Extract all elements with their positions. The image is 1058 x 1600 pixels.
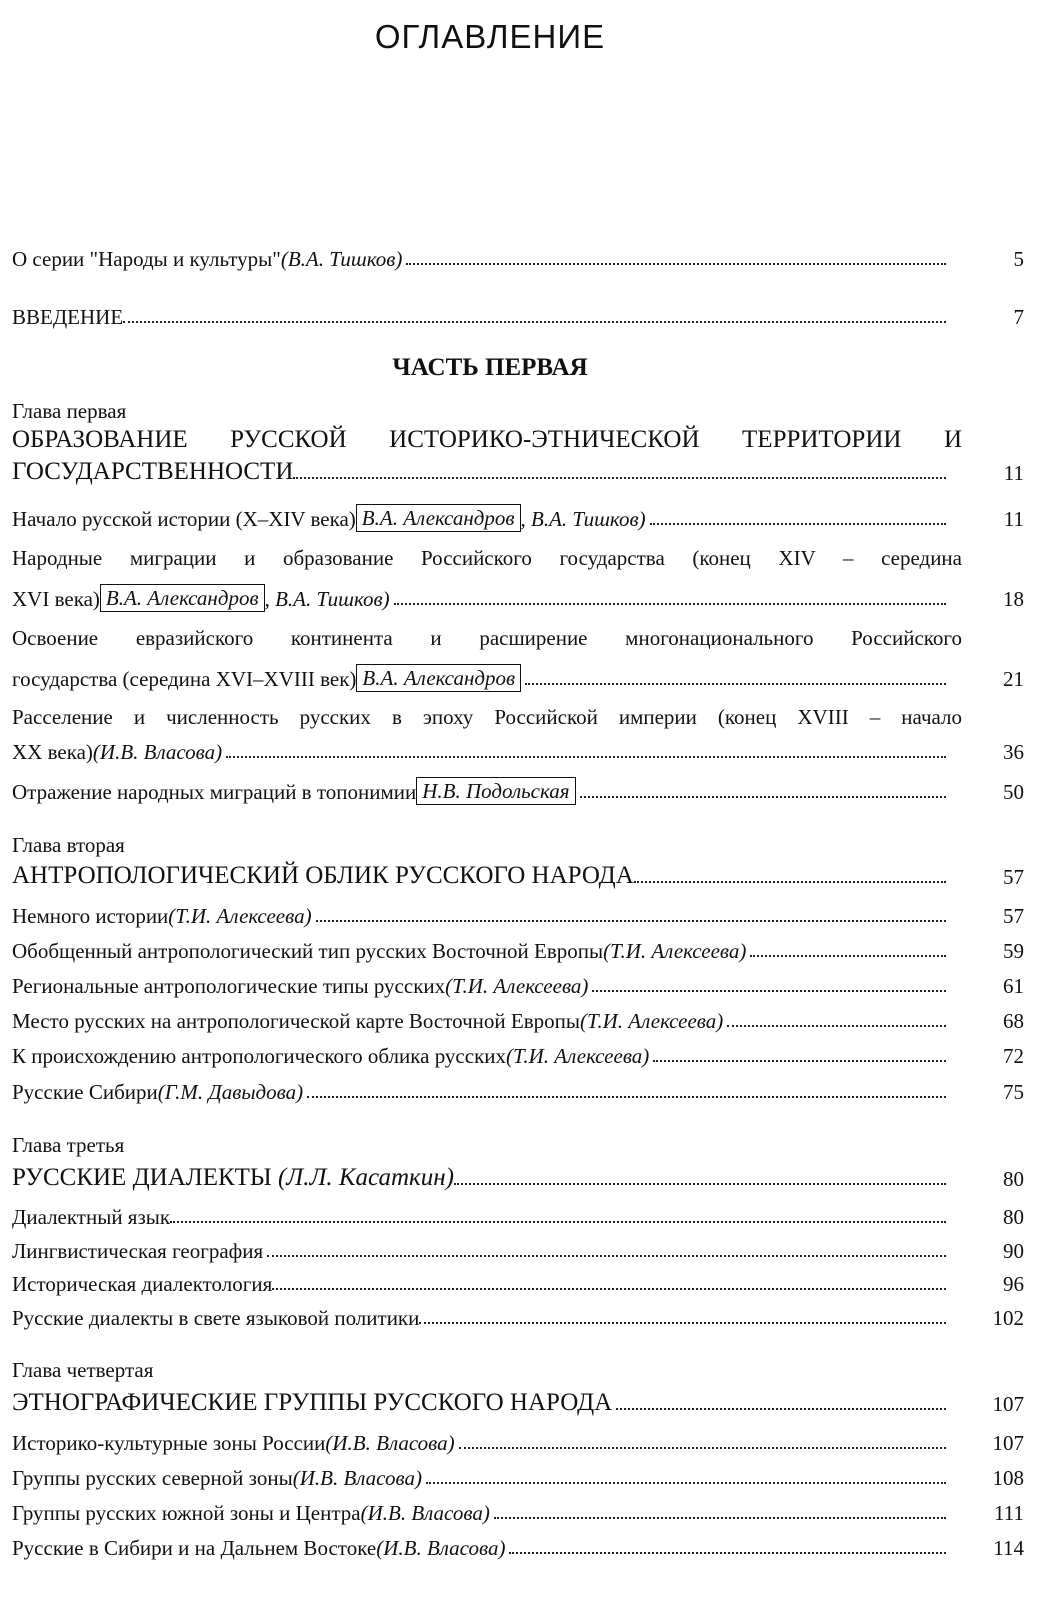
- dot-leader: [267, 1255, 946, 1257]
- dot-leader: [750, 955, 946, 957]
- entry-author: (И.В. Власова): [92, 740, 223, 764]
- toc-chapter-1[interactable]: [12, 452, 1024, 486]
- toc-entry[interactable]: [12, 1071, 1024, 1105]
- toc-chapter-2[interactable]: [12, 856, 1024, 890]
- page-number: 21: [1003, 667, 1024, 691]
- entry-text: Русские Сибири: [12, 1080, 158, 1104]
- entry-author: (В.А. Тишков): [280, 247, 403, 271]
- entry-author: (Т.И. Алексеева): [445, 974, 589, 998]
- chapter-title-end: ГОСУДАРСТВЕННОСТИ: [12, 458, 294, 485]
- toc-chapter-3[interactable]: [12, 1158, 1024, 1192]
- toc-entry[interactable]: [12, 1527, 1024, 1561]
- entry-author: (И.В. Власова): [360, 1501, 490, 1525]
- entry-author: (Т.И. Алексеева): [603, 939, 747, 963]
- entry-text: ВВЕДЕНИЕ: [12, 305, 124, 329]
- dot-leader: [394, 603, 946, 605]
- dot-leader: [509, 1552, 946, 1554]
- entry-text: О серии "Народы и культуры": [12, 247, 281, 271]
- toc-entry[interactable]: [12, 1196, 1024, 1230]
- entry-author: , В.А. Тишков): [520, 507, 646, 531]
- chapter-title: РУССКИЕ ДИАЛЕКТЫ: [12, 1164, 278, 1191]
- page-number: 57: [1003, 904, 1024, 928]
- boxed-author: В.А. Александров: [100, 584, 265, 612]
- entry-text: К происхождению антропологического облика русских: [12, 1044, 507, 1068]
- page-number: 68: [1003, 1009, 1024, 1033]
- toc-entry[interactable]: [12, 1422, 1024, 1456]
- entry-text-line: Народные миграции и образование Российского государства (конец XIV – середина: [12, 546, 962, 570]
- dot-leader: [426, 1482, 946, 1484]
- entry-text: Отражение народных миграций в топонимии: [12, 780, 417, 804]
- toc-entry[interactable]: [12, 731, 1024, 765]
- entry-text: Лингвистическая география: [12, 1239, 264, 1263]
- dot-leader: [494, 1517, 946, 1519]
- entry-text-line: Освоение евразийского континента и расширение многонационального Российского: [12, 626, 962, 650]
- dot-leader: [293, 477, 946, 479]
- dot-leader: [226, 756, 946, 758]
- entry-author: (Т.И. Алексеева): [579, 1009, 724, 1033]
- entry-text: Русские в Сибири и на Дальнем Востоке: [12, 1536, 377, 1560]
- chapter-title: ОБРАЗОВАНИЕ РУССКОЙ ИСТОРИКО-ЭТНИЧЕСКОЙ ТЕРРИТОРИИ И: [12, 426, 962, 453]
- dot-leader: [454, 1183, 946, 1185]
- dot-leader: [650, 523, 946, 525]
- entry-text: Обобщенный антропологический тип русских Восточной Европы: [12, 939, 604, 963]
- page-number: 11: [1003, 461, 1024, 485]
- page-number: 107: [992, 1392, 1024, 1416]
- page-number: 102: [992, 1306, 1024, 1330]
- entry-text: Историческая диалектология: [12, 1272, 273, 1296]
- chapter-title: ЭТНОГРАФИЧЕСКИЕ ГРУППЫ РУССКОГО НАРОДА: [12, 1389, 613, 1416]
- page-number: 5: [1013, 247, 1024, 271]
- entry-author: (Т.И. Алексеева): [506, 1044, 650, 1068]
- toc-entry[interactable]: [12, 930, 1024, 964]
- entry-text: Немного истории: [12, 904, 169, 928]
- toc-entry[interactable]: [12, 1263, 1024, 1297]
- entry-text: XVI века): [12, 587, 100, 611]
- toc-entry[interactable]: [12, 1230, 1024, 1264]
- dot-leader: [406, 263, 946, 265]
- toc-entry[interactable]: [12, 1000, 1024, 1034]
- part-title: ЧАСТЬ ПЕРВАЯ: [392, 354, 588, 381]
- dot-leader: [634, 881, 946, 883]
- page-number: 36: [1003, 740, 1024, 764]
- chapter-title: АНТРОПОЛОГИЧЕСКИЙ ОБЛИК РУССКОГО НАРОДА: [12, 862, 634, 889]
- toc-entry-introduction[interactable]: [12, 296, 1024, 330]
- entry-text: Место русских на антропологической карте Восточной Европы: [12, 1009, 580, 1033]
- page-number: 90: [1003, 1239, 1024, 1263]
- dot-leader: [727, 1025, 946, 1027]
- toc-entry[interactable]: [12, 771, 1024, 805]
- entry-text: Историко-культурные зоны России: [12, 1431, 326, 1455]
- toc-entry[interactable]: [12, 1035, 1024, 1069]
- dot-leader: [272, 1288, 946, 1290]
- page-number: 108: [992, 1466, 1024, 1490]
- page-number: 80: [1003, 1205, 1024, 1229]
- dot-leader: [592, 990, 946, 992]
- toc-entry[interactable]: [12, 1492, 1024, 1526]
- toc-entry[interactable]: [12, 895, 1024, 929]
- entry-author: (И.В. Власова): [376, 1536, 506, 1560]
- entry-author: (Г.М. Давыдова): [157, 1080, 304, 1104]
- page-number: 59: [1003, 939, 1024, 963]
- chapter-label: Глава четвертая: [12, 1358, 154, 1382]
- dot-leader: [170, 1221, 946, 1223]
- page-number: 75: [1003, 1080, 1024, 1104]
- chapter-label: Глава вторая: [12, 833, 125, 857]
- page-number: 61: [1003, 974, 1024, 998]
- page-number: 57: [1003, 865, 1024, 889]
- page-number: 11: [1003, 507, 1024, 531]
- page-number: 96: [1003, 1272, 1024, 1296]
- toc-entry[interactable]: [12, 1457, 1024, 1491]
- dot-leader: [580, 796, 946, 798]
- page-number: 7: [1013, 305, 1024, 329]
- boxed-author: Н.В. Подольская: [416, 777, 575, 805]
- dot-leader: [616, 1408, 946, 1410]
- page-number: 72: [1003, 1044, 1024, 1068]
- entry-text: Русские диалекты в свете языковой политики: [12, 1306, 420, 1330]
- entry-author: , В.А. Тишков): [264, 587, 390, 611]
- page-number: 18: [1003, 587, 1024, 611]
- chapter-author: (Л.Л. Касаткин): [277, 1164, 454, 1191]
- chapter-label: Глава третья: [12, 1133, 125, 1157]
- entry-text: Начало русской истории (X–XIV века): [12, 507, 356, 531]
- toc-entry[interactable]: [12, 1297, 1024, 1331]
- entry-author: (И.В. Власова): [292, 1466, 422, 1490]
- page-title: ОГЛАВЛЕНИЕ: [374, 18, 606, 55]
- page-number: 107: [992, 1431, 1024, 1455]
- toc-entry-series[interactable]: [12, 238, 1024, 272]
- page-number: 50: [1003, 780, 1024, 804]
- entry-text: Региональные антропологические типы русских: [12, 974, 446, 998]
- page-number: 114: [993, 1536, 1024, 1560]
- entry-text: Группы русских южной зоны и Центра: [12, 1501, 361, 1525]
- toc-entry[interactable]: [12, 578, 1024, 612]
- dot-leader: [316, 920, 946, 922]
- entry-text: XX века): [12, 740, 93, 764]
- toc-entry[interactable]: [12, 498, 1024, 532]
- boxed-author: В.А. Александров: [356, 504, 521, 532]
- toc-entry[interactable]: [12, 658, 1024, 692]
- dot-leader: [123, 321, 946, 323]
- toc-chapter-4[interactable]: [12, 1383, 1024, 1417]
- entry-author: (И.В. Власова): [325, 1431, 455, 1455]
- dot-leader: [459, 1447, 946, 1449]
- dot-leader: [653, 1060, 946, 1062]
- page-number: 80: [1003, 1167, 1024, 1191]
- entry-text: Группы русских северной зоны: [12, 1466, 293, 1490]
- entry-text: Диалектный язык: [12, 1205, 171, 1229]
- page-number: 111: [994, 1501, 1024, 1525]
- entry-text: государства (середина XVI–XVIII век): [12, 667, 357, 691]
- entry-author: (Т.И. Алексеева): [168, 904, 312, 928]
- dot-leader: [307, 1096, 946, 1098]
- entry-text-line: Расселение и численность русских в эпоху Российской империи (конец XVIII – начало: [12, 705, 962, 729]
- dot-leader: [525, 683, 946, 685]
- dot-leader: [419, 1322, 946, 1324]
- boxed-author: В.А. Александров: [356, 664, 521, 692]
- toc-entry[interactable]: [12, 965, 1024, 999]
- chapter-label: Глава первая: [12, 399, 127, 423]
